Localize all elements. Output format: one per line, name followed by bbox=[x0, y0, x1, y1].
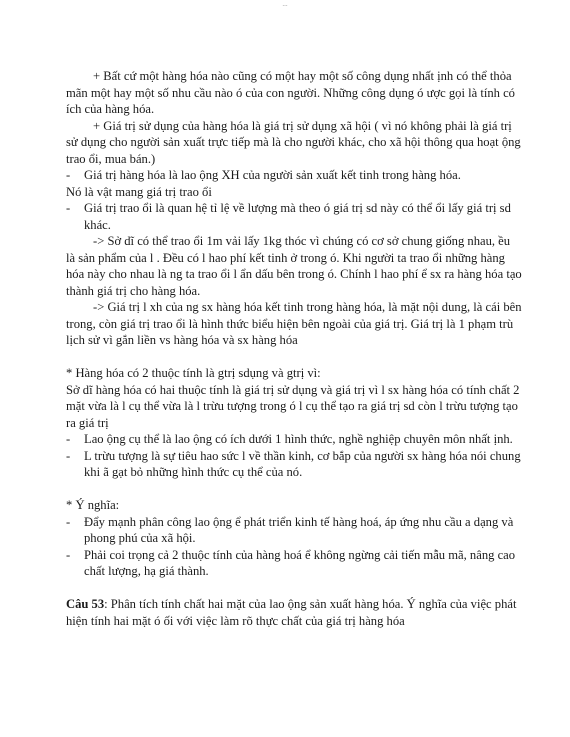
dash-item-text: Phải coi trọng cả 2 thuộc tính của hàng hoá ể không ngừng cải tiến mẫu mã, nâng cao chất lượng, hạ giá thành. bbox=[84, 547, 516, 578]
dash-list-item bbox=[66, 200, 522, 233]
indented-paragraph: + Bất cứ một hàng hóa nào cũng có một hay một số công dụng nhất ịnh có thể thỏa mãn một hay một số nhu cầu nào ó của con người. Những công dụng ó ược gọi là tính có ích của hàng hóa. bbox=[66, 69, 515, 116]
indented-paragraph: + Giá trị sử dụng của hàng hóa là giá trị sử dụng xã hội ( vì nó không phải là giá trị sử dụng cho người sản xuất trực tiếp mà là cho người khác, cho xã hội thông qua hoạt ộng trao ổi, mua bán.) bbox=[66, 118, 521, 166]
dash-list-item bbox=[66, 431, 522, 448]
dash-item-text: Giá trị trao ổi là quan hệ tỉ lệ về lượng mà theo ó giá trị sd này có thể ổi lấy giá trị sd khác. bbox=[84, 201, 511, 232]
dash-marker: - bbox=[66, 514, 71, 529]
dash-item-text: Giá trị hàng hóa là lao ộng XH của người sản xuất kết tinh trong hàng hóa. bbox=[84, 168, 461, 182]
paragraph: * Hàng hóa có 2 thuộc tính là gtrị sdụng và gtrị vì: bbox=[66, 366, 321, 380]
dash-marker: - bbox=[66, 547, 71, 562]
dash-list-item bbox=[66, 514, 522, 547]
dash-item-text: Đẩy mạnh phân công lao ộng ể phát triển kinh tế hàng hoá, áp ứng nhu cầu a dạng và phong phú của xã hội. bbox=[84, 514, 514, 545]
paragraph: Sở dĩ hàng hóa có hai thuộc tính là giá trị sử dụng và giá trị vì l sx hàng hóa có tính chất 2 mặt vừa là l cụ thể vừa là l trừu tượng trong ó l cụ thể tạo ra giá trị sd còn l trừu tượng tạo ra giá trị bbox=[66, 382, 520, 430]
dash-item-text: Lao ộng cụ thể là lao ộng có ích dưới 1 hình thức, nghề nghiệp chuyên môn nhất ịnh. bbox=[84, 432, 513, 446]
dash-list-item bbox=[66, 448, 522, 481]
question-label: Câu 53 bbox=[66, 597, 105, 611]
dash-item-text: L trừu tượng là sự tiêu hao sức l về thần kinh, cơ bắp của người sx hàng hóa nói chung khi ã gạt bỏ những hình thức cụ thể của nó. bbox=[84, 448, 521, 479]
dash-marker: - bbox=[66, 432, 71, 446]
paragraph-gap bbox=[66, 481, 522, 498]
page-header-mark: ... bbox=[282, 0, 288, 8]
document-content bbox=[66, 68, 522, 629]
paragraph-gap bbox=[66, 349, 522, 366]
dash-list-item bbox=[66, 547, 522, 580]
indented-paragraph: -> Giá trị l xh của ng sx hàng hóa kết tinh trong hàng hóa, là mặt nội dung, là cái bên trong, còn giá trị trao ổi là hình thức biểu hiện bên ngoài của giá trị. Giá trị là 1 phạm trù lịch sử vì gắn liền vs hàng hóa và sx hàng hóa bbox=[66, 300, 522, 347]
paragraph: Nó là vật mang giá trị trao ổi bbox=[66, 184, 212, 199]
indented-paragraph: -> Sở dĩ có thể trao ổi 1m vải lấy 1kg thóc vì chúng có cơ sở chung giống nhau, ều là sản phẩm của l . Đều có l hao phí kết tinh ở trong ó. Khi người ta trao ổi những hàng hóa này cho nhau là ng ta trao ổi l ẩn dấu bên trong ó. Chính l hao phí ể sx ra hàng hóa tạo thành giá trị cho hàng hóa. bbox=[66, 234, 522, 298]
paragraph: * Ý nghĩa: bbox=[66, 498, 120, 512]
dash-marker: - bbox=[66, 448, 71, 463]
dash-marker: - bbox=[66, 201, 71, 215]
paragraph-gap bbox=[66, 580, 522, 597]
question-heading bbox=[66, 596, 522, 629]
question-text: : Phân tích tính chất hai mặt của lao ộng sản xuất hàng hóa. Ý nghĩa của việc phát hiện tính hai mặt ó ối với việc làm rõ thực chất của giá trị hàng hóa bbox=[66, 597, 517, 628]
dash-marker: - bbox=[66, 168, 71, 182]
dash-list-item bbox=[66, 167, 522, 184]
